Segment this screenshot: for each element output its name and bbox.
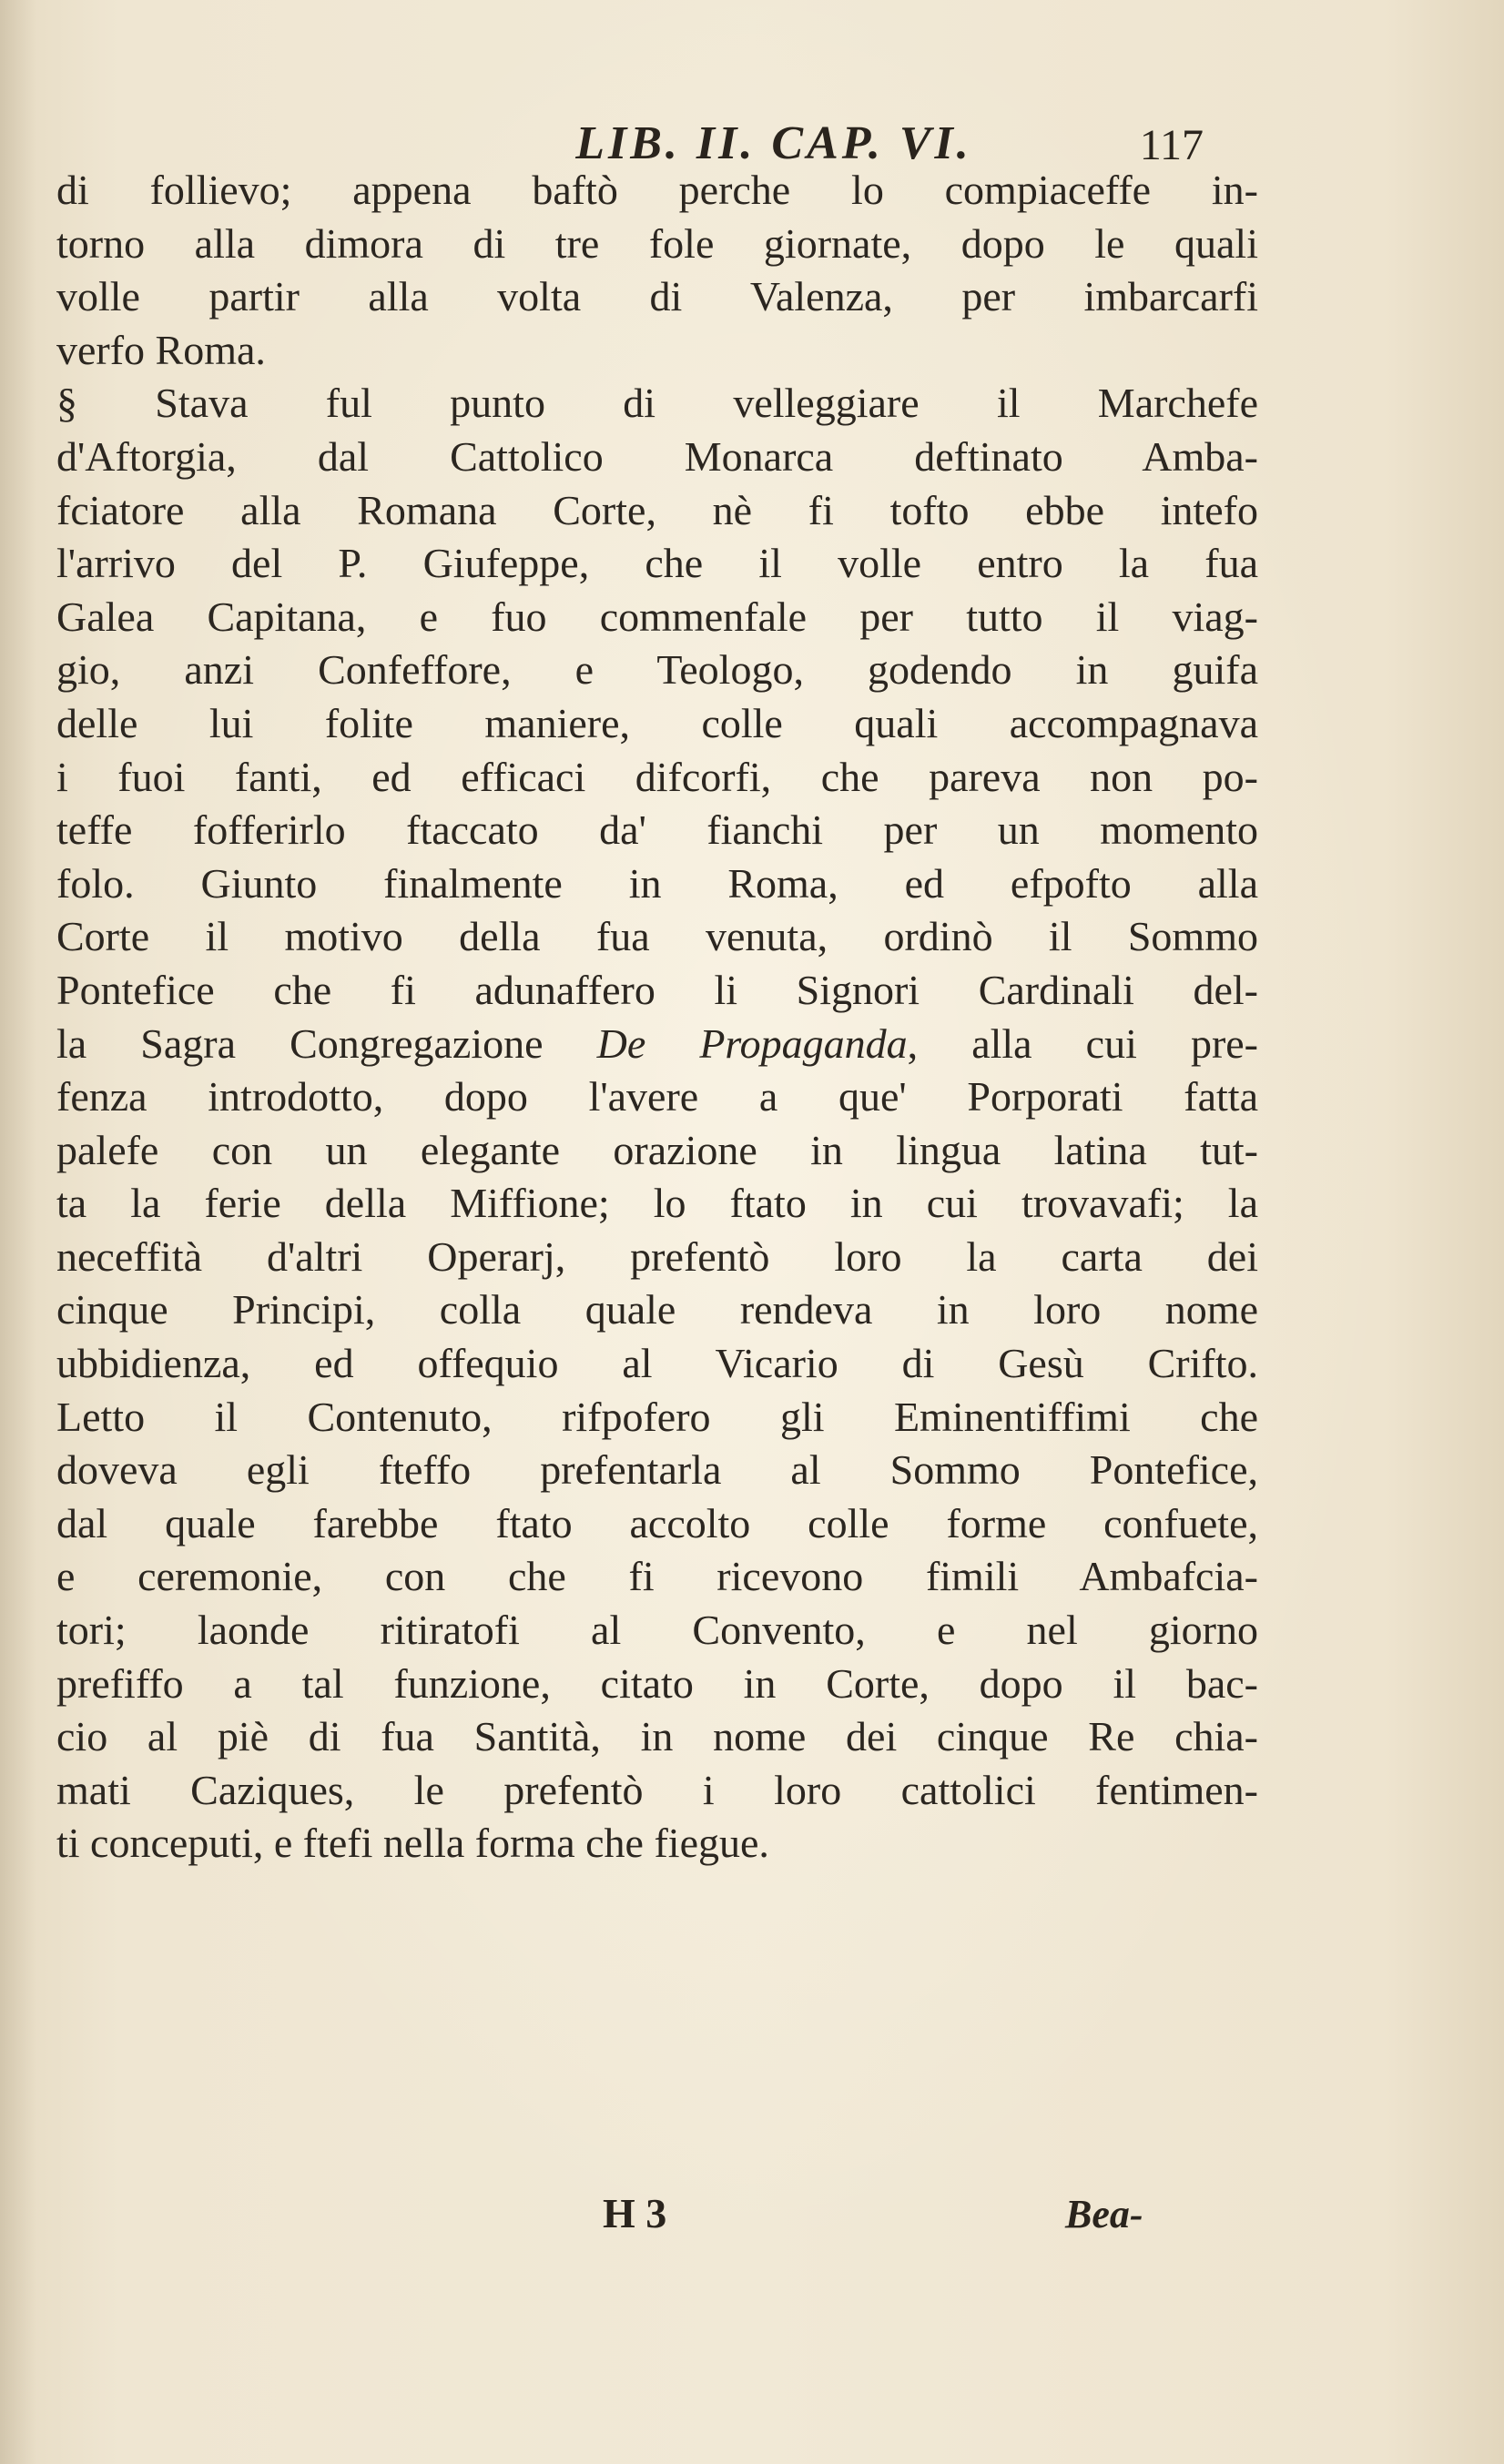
- text-line: prefiffo a tal funzione, citato in Corte, dopo il bac-: [56, 1659, 1258, 1707]
- text-line: dal quale farebbe ftato accolto colle forme confuete,: [56, 1499, 1258, 1546]
- text-line: Galea Capitana, e fuo commenfale per tutto il viag-: [56, 593, 1258, 640]
- text-line: cio al piè di fua Santità, in nome dei cinque Re chia-: [56, 1713, 1258, 1760]
- text-line: l'arrivo del P. Giufeppe, che il volle entro la fua: [56, 540, 1258, 587]
- latin-phrase: De Propaganda: [596, 1019, 908, 1067]
- text-line: folo. Giunto finalmente in Roma, ed efpofto alla: [56, 859, 1258, 907]
- text-line: ubbidienza, ed offequio al Vicario di Gesù Crifto.: [56, 1340, 1258, 1387]
- text-line: tori; laonde ritiratofi al Convento, e nel giorno: [56, 1607, 1258, 1654]
- text-line: ta la ferie della Miffione; lo ftato in cui trovavafi; la: [56, 1180, 1258, 1227]
- text-line: d'Aftorgia, dal Cattolico Monarca deftinato Amba-: [56, 432, 1258, 480]
- running-head: LIB. II. CAP. VI.: [575, 117, 972, 169]
- text-line: fciatore alla Romana Corte, nè fi tofto ebbe intefo: [56, 486, 1258, 533]
- text-line: mati Caziques, le prefentò i loro cattolici fentimen-: [56, 1766, 1258, 1813]
- signature-mark: H 3: [603, 2190, 667, 2236]
- catchword: Bea-: [1065, 2192, 1143, 2236]
- text-line: palefe con un elegante orazione in lingua latina tut-: [56, 1126, 1258, 1173]
- text-line: e ceremonie, con che fi ricevono fimili Ambafcia-: [56, 1553, 1258, 1600]
- text-line: neceffità d'altri Operarj, prefentò loro la carta dei: [56, 1232, 1258, 1280]
- text-line: la Sagra Congregazione De Propaganda, alla cui pre-: [56, 1019, 1258, 1067]
- body-text: [56, 164, 1258, 2094]
- text-line: di follievo; appena baftò perche lo compiaceffe in-: [56, 167, 1258, 213]
- text-line: ti conceputi, e ftefi nella forma che fiegue.: [56, 1820, 769, 1867]
- text-line: verfo Roma.: [56, 326, 266, 373]
- text-line: delle lui folite maniere, colle quali accompagnava: [56, 699, 1258, 746]
- text-line: teffe fofferirlo ftaccato da' fianchi per un momento: [56, 806, 1258, 854]
- page-footer: [0, 2180, 1504, 2262]
- text-line: Corte il motivo della fua venuta, ordinò il Sommo: [56, 913, 1258, 960]
- text-line: torno alla dimora di tre fole giornate, dopo le quali: [56, 219, 1258, 267]
- text-line: i fuoi fanti, ed efficaci difcorfi, che pareva non po-: [56, 753, 1258, 800]
- text-line: volle partir alla volta di Valenza, per imbarcarfi: [56, 273, 1258, 320]
- text-line: § Stava ful punto di velleggiare il Marchefe: [56, 380, 1258, 427]
- text-line: Pontefice che fi adunaffero li Signori Cardinali del-: [56, 966, 1258, 1013]
- text-line: doveva egli fteffo prefentarla al Sommo Pontefice,: [56, 1446, 1258, 1494]
- text-line: Letto il Contenuto, rifpofero gli Eminentiffimi che: [56, 1393, 1258, 1440]
- text-line: fenza introdotto, dopo l'avere a que' Porporati fatta: [56, 1073, 1258, 1120]
- page-gutter-shadow: [0, 0, 36, 2464]
- text-line: gio, anzi Confeffore, e Teologo, godendo in guifa: [56, 646, 1258, 694]
- text-line: cinque Principi, colla quale rendeva in loro nome: [56, 1286, 1258, 1333]
- page-number: 117: [1139, 121, 1204, 169]
